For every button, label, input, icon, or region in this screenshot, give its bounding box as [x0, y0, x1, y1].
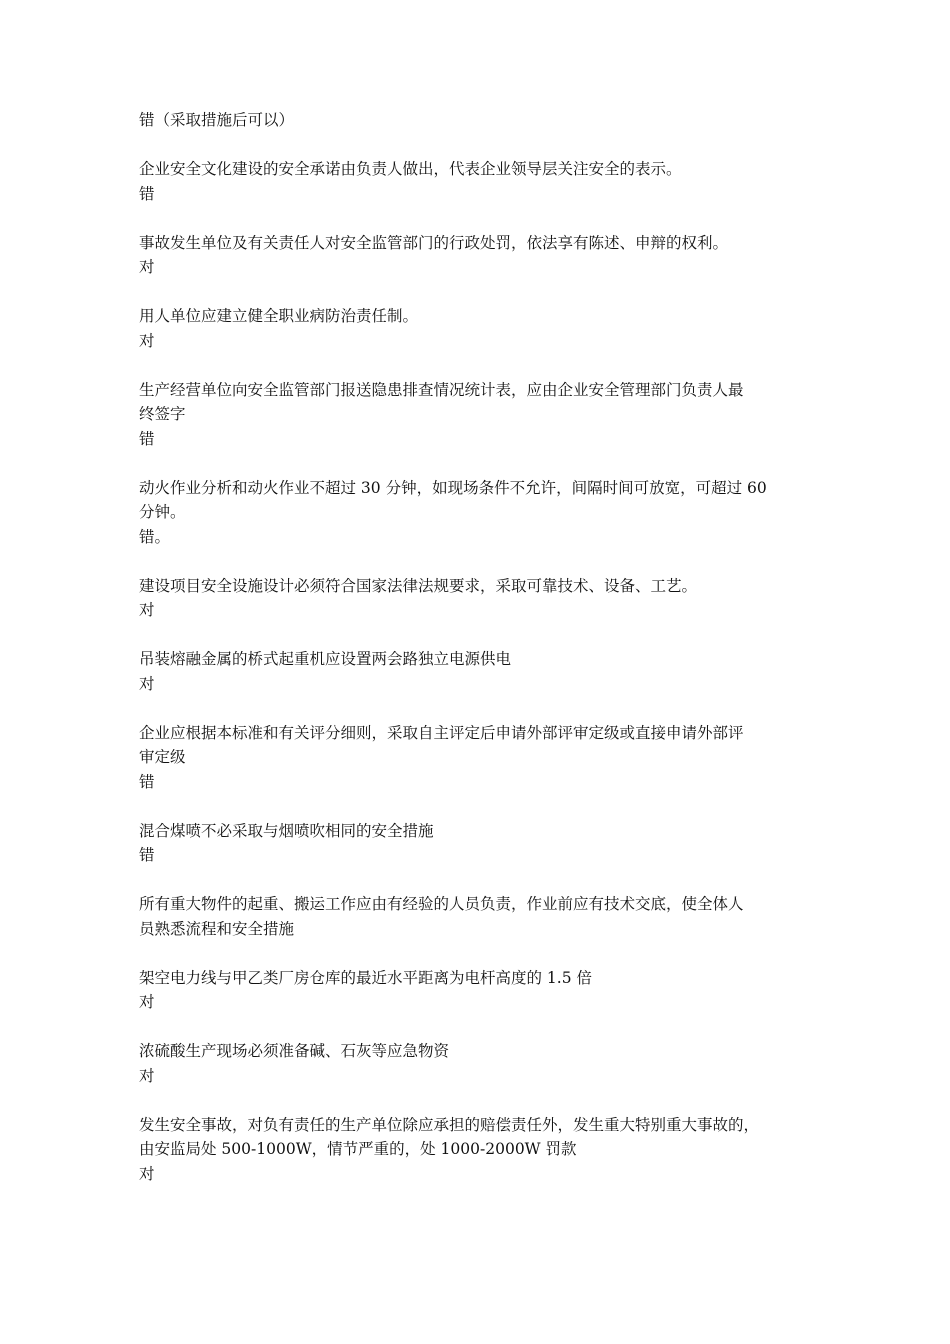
answer-text: 错: [139, 772, 155, 791]
question-item: [139, 647, 819, 696]
paragraph-gap: [139, 133, 819, 158]
question-text: 混合煤喷不必采取与烟喷吹相同的安全措施: [139, 821, 434, 840]
question-item: [139, 819, 819, 868]
answer-text: 错: [139, 429, 155, 448]
question-text: 事故发生单位及有关责任人对安全监管部门的行政处罚，依法享有陈述、申辩的权利。: [139, 233, 729, 252]
answer-text: 错: [139, 846, 155, 864]
question-text: 企业应根据本标准和有关评分细则，采取自主评定后申请外部评审定级或直接申请外部评: [139, 723, 744, 742]
answer-text: 错。: [139, 527, 171, 546]
paragraph-gap: [139, 280, 819, 305]
question-text-continued: 由安监局处 500-1000W，情节严重的，处 1000-2000W 罚款: [139, 1140, 577, 1158]
question-item: [139, 574, 819, 623]
answer-text: 对: [139, 1164, 155, 1183]
paragraph-gap: [139, 941, 819, 966]
question-item: [139, 304, 819, 353]
question-item: [139, 1039, 819, 1088]
question-item: [139, 892, 819, 941]
answer-text: 对: [139, 993, 155, 1011]
question-item: [139, 1113, 819, 1187]
question-text: 建设项目安全设施设计必须符合国家法律法规要求，采取可靠技术、设备、工艺。: [139, 576, 698, 595]
question-item: [139, 966, 819, 1015]
question-item: [139, 157, 819, 206]
answer-text: 对: [139, 674, 155, 693]
paragraph-gap: [139, 206, 819, 231]
question-item: [139, 721, 819, 795]
answer-text: 对: [139, 258, 155, 276]
answer-text: 错: [139, 184, 155, 203]
answer-text: 对: [139, 1066, 155, 1085]
paragraph-gap: [139, 623, 819, 648]
document-page: [139, 108, 819, 1186]
paragraph-gap: [139, 696, 819, 721]
question-text-continued: 分钟。: [139, 503, 186, 521]
paragraph-gap: [139, 868, 819, 893]
question-item: [139, 476, 819, 550]
paragraph-gap: [139, 353, 819, 378]
question-text: 动火作业分析和动火作业不超过 30 分钟，如现场条件不允许，间隔时间可放宽，可超过 60: [139, 478, 767, 497]
question-text: 发生安全事故，对负有责任的生产单位除应承担的赔偿责任外，发生重大特别重大事故的，: [139, 1115, 760, 1134]
paragraph-gap: [139, 1088, 819, 1113]
paragraph-gap: [139, 1015, 819, 1040]
paragraph-gap: [139, 451, 819, 476]
question-text-continued: 审定级: [139, 748, 186, 766]
answer-text: 对: [139, 331, 155, 350]
question-text: 架空电力线与甲乙类厂房仓库的最近水平距离为电杆高度的 1.5 倍: [139, 968, 593, 987]
question-text: 吊装熔融金属的桥式起重机应设置两会路独立电源供电: [139, 650, 512, 668]
question-item: [139, 378, 819, 452]
paragraph-gap: [139, 794, 819, 819]
answer-text: 对: [139, 601, 155, 619]
question-text: 生产经营单位向安全监管部门报送隐患排查情况统计表，应由企业安全管理部门负责人最: [139, 380, 744, 399]
paragraph-gap: [139, 549, 819, 574]
intro-answer: 错（采取措施后可以）: [139, 111, 295, 129]
question-text-continued: 员熟悉流程和安全措施: [139, 919, 295, 938]
question-text: 浓硫酸生产现场必须准备碱、石灰等应急物资: [139, 1042, 450, 1060]
question-item: [139, 231, 819, 280]
question-text: 用人单位应建立健全职业病防治责任制。: [139, 307, 419, 325]
question-text-continued: 终签字: [139, 405, 186, 423]
question-text: 所有重大物件的起重、搬运工作应由有经验的人员负责，作业前应有技术交底，使全体人: [139, 895, 744, 913]
question-text: 企业安全文化建设的安全承诺由负责人做出，代表企业领导层关注安全的表示。: [139, 160, 682, 178]
